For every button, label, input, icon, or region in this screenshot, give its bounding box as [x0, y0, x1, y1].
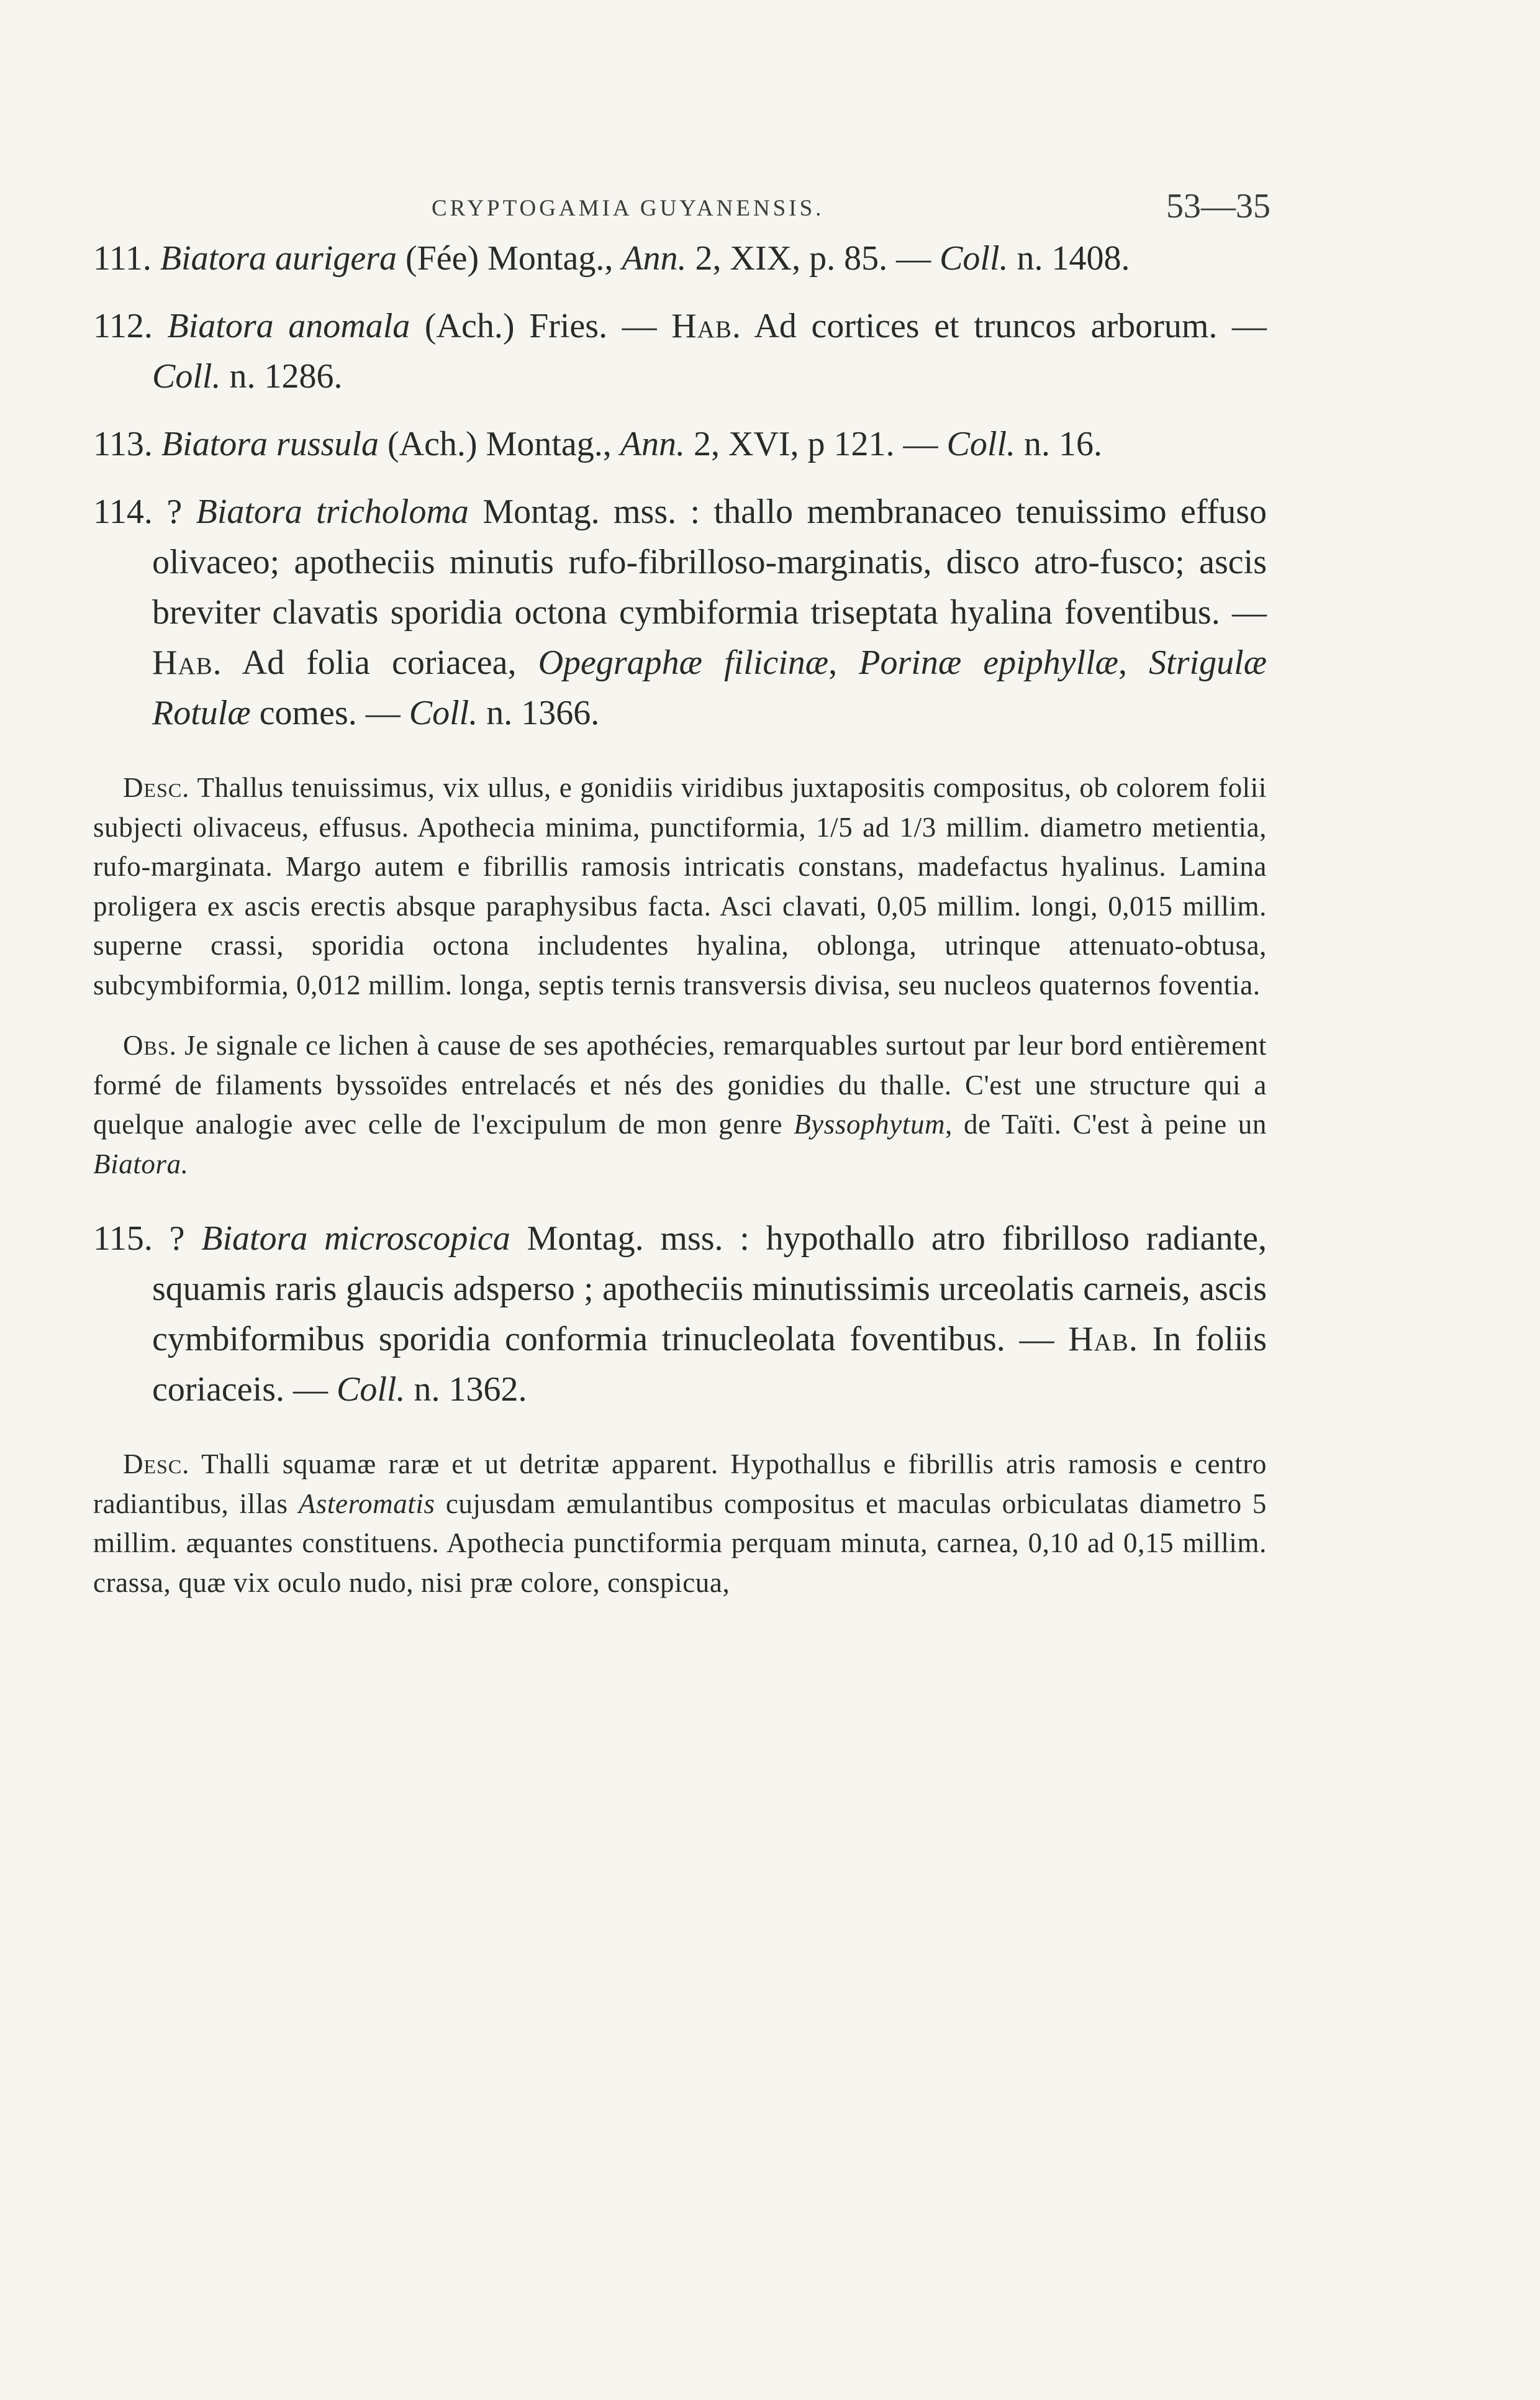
description-114: Desc. Thallus tenuissimus, vix ullus, e gonidiis viridibus juxtapositis compositus, ob colorem folii subjecti olivaceus, effusus. Apothecia minima, punctiformia, 1/5 ad 1/3 millim. diametro metientia, rufo-marginata. Margo autem e fibrillis ramosis intricatis constans, madefactus hyalinus. Lamina proligera ex ascis erectis absque paraphysibus facta. Asci clavati, 0,05 millim. longi, 0,015 millim. superne crassi, sporidia octona includentes hyalina, oblonga, utrinque attenuato-obtusa, subcymbiformia, 0,012 millim. longa, septis ternis transversis divisa, seu nucleos quaternos foventia. — [93, 772, 1267, 1001]
page-numbers: 53—35 — [1166, 187, 1270, 225]
entry-number: 115. — [93, 1219, 153, 1258]
page — [93, 186, 1270, 1621]
taxon-name: Biatora anomala — [167, 307, 410, 345]
taxon-name: Biatora russula — [161, 425, 379, 463]
entry-113: 113. Biatora russula (Ach.) Montag., Ann. 2, XVI, p 121. — Coll. n. 16. — [93, 425, 1103, 463]
taxon-name: Biatora aurigera — [160, 239, 397, 278]
entry-114: 114. ? Biatora tricholoma Montag. mss. : thallo membranaceo tenuissimo effuso olivaceo; apotheciis minutis rufo-fibrilloso-marginatis, disco atro-fusco; ascis breviter clavatis sporidia octona cymbiformia triseptata hyalina foventibus. — Hab. Ad folia coriacea, Opegraphæ filicinæ, Porinæ epiphyllæ, Strigulæ Rotulæ comes. — Coll. n. 1366. — [93, 493, 1267, 732]
entry-115: 115. ? Biatora microscopica Montag. mss. : hypothallo atro fibrilloso radiante, squamis raris glaucis adsperso ; apotheciis minutissimis urceolatis carneis, ascis cymbiformibus sporidia conformia trinucleolata foventibus. — Hab. In foliis coriaceis. — Coll. n. 1362. — [93, 1219, 1267, 1409]
taxon-name: Biatora tricholoma — [196, 493, 469, 531]
observation-114: Obs. Je signale ce lichen à cause de ses apothécies, remarquables surtout par leur bord entièrement formé de filaments byssoïdes entrelacés et nés des gonidies du thalle. C'est une structure qui a quelque analogie avec celle de l'excipulum de mon genre Byssophytum, de Taïti. C'est à peine un Biatora. — [93, 1030, 1267, 1180]
taxon-name: Biatora microscopica — [201, 1219, 510, 1258]
entry-111: 111. Biatora aurigera (Fée) Montag., Ann. 2, XIX, p. 85. — Coll. n. 1408. — [93, 239, 1130, 278]
entry-number: 114. — [93, 493, 153, 531]
entry-number: 113. — [93, 425, 153, 463]
running-head — [93, 186, 1270, 230]
entry-number: 111. — [93, 239, 152, 278]
description-115: Desc. Thalli squamæ raræ et ut detritæ apparent. Hypothallus e fibrillis atris ramosis e centro radiantibus, illas Asteromatis cujusdam æmulantibus compositus et maculas orbiculatas diametro 5 millim. æquantes constituens. Apothecia punctiformia perquam minuta, carnea, 0,10 ad 0,15 millim. crassa, quæ vix oculo nudo, nisi præ colore, conspicua, — [93, 1448, 1267, 1598]
running-title: CRYPTOGAMIA GUYANENSIS. — [432, 196, 825, 221]
entry-112: 112. Biatora anomala (Ach.) Fries. — Hab. Ad cortices et truncos arborum. — Coll. n. 1286. — [93, 307, 1267, 396]
entry-number: 112. — [93, 307, 153, 345]
